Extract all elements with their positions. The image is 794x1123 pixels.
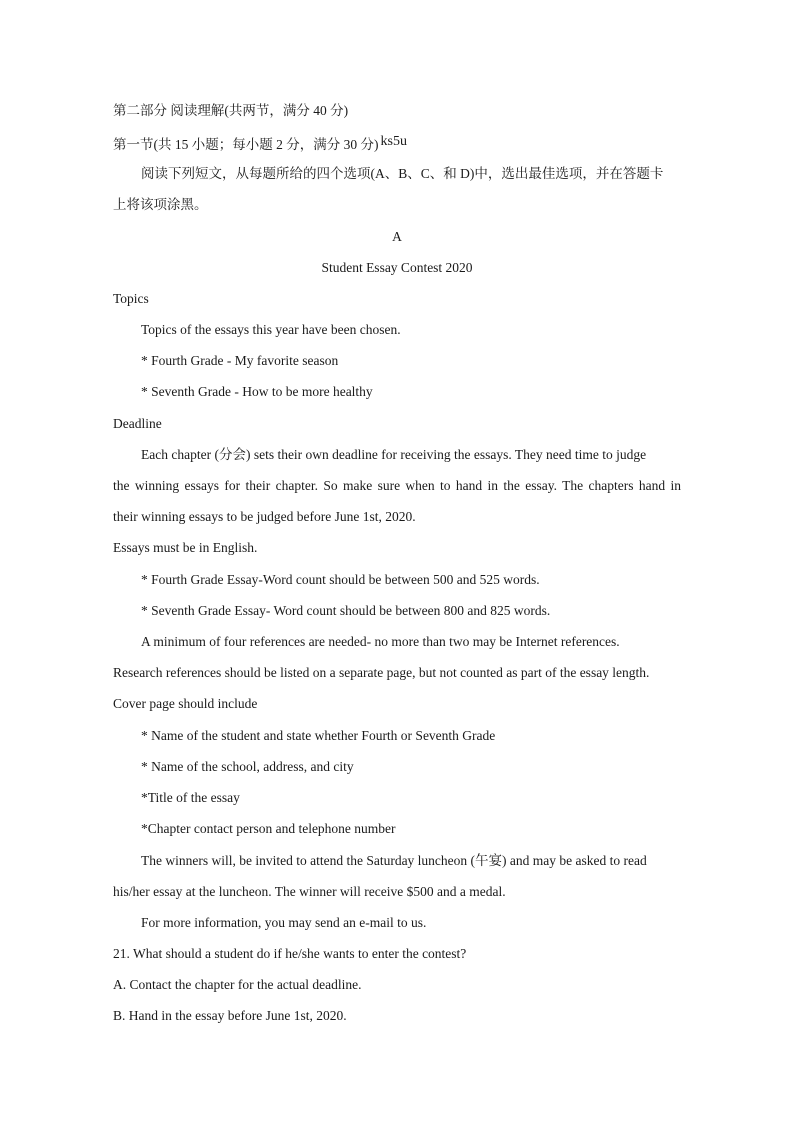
more-info: For more information, you may send an e-mail to us. <box>141 915 427 930</box>
cover-item-2: * Name of the school, address, and city <box>141 759 354 774</box>
topic-item-2: * Seventh Grade - How to be more healthy <box>141 384 373 399</box>
deadline-line-2: the winning essays for their chapter. So make sure when to hand in the essay. The chapters hand in <box>113 478 681 493</box>
deadline-heading: Deadline <box>113 416 162 431</box>
winners-line-2: his/her essay at the luncheon. The winner will receive $500 and a medal. <box>113 884 506 899</box>
instructions-line-1: 阅读下列短文，从每题所给的四个选项(A、B、C、和 D)中，选出最佳选项，并在答题卡 <box>141 166 664 181</box>
deadline-line-3: their winning essays to be judged before June 1st, 2020. <box>113 509 416 524</box>
cover-item-3: *Title of the essay <box>141 790 240 805</box>
part-title: 第二部分 阅读理解(共两节，满分 40 分) <box>113 103 349 118</box>
topic-item-1: * Fourth Grade - My favorite season <box>141 353 339 368</box>
passage-letter: A <box>392 229 402 244</box>
passage-title: Student Essay Contest 2020 <box>321 260 473 275</box>
wordcount-item-1: * Fourth Grade Essay-Word count should be between 500 and 525 words. <box>141 572 540 587</box>
question-stem: 21. What should a student do if he/she wants to enter the contest? <box>113 946 467 961</box>
cover-heading: Cover page should include <box>113 696 258 711</box>
topics-intro: Topics of the essays this year have been chosen. <box>141 322 401 337</box>
instructions-line-2: 上将该项涂黑。 <box>113 197 208 212</box>
deadline-line-1: Each chapter (分会) sets their own deadline for receiving the essays. They need time to judge <box>141 447 647 462</box>
references-line-1: A minimum of four references are needed- no more than two may be Internet references. <box>141 634 620 649</box>
references-line-2: Research references should be listed on a separate page, but not counted as part of the essay length. <box>113 665 650 680</box>
cover-item-1: * Name of the student and state whether Fourth or Seventh Grade <box>141 728 496 743</box>
section-title: 第一节(共 15 小题；每小题 2 分，满分 30 分) ks5u <box>113 134 407 152</box>
cover-item-4: *Chapter contact person and telephone number <box>141 821 396 836</box>
watermark-text: ks5u <box>380 134 407 149</box>
winners-line-1: The winners will, be invited to attend the Saturday luncheon (午宴) and may be asked to read <box>141 853 647 868</box>
wordcount-item-2: * Seventh Grade Essay- Word count should be between 800 and 825 words. <box>141 603 551 618</box>
english-heading: Essays must be in English. <box>113 540 258 555</box>
question-option-b: B. Hand in the essay before June 1st, 2020. <box>113 1008 347 1023</box>
topics-heading: Topics <box>113 291 149 306</box>
question-option-a: A. Contact the chapter for the actual deadline. <box>113 977 362 992</box>
